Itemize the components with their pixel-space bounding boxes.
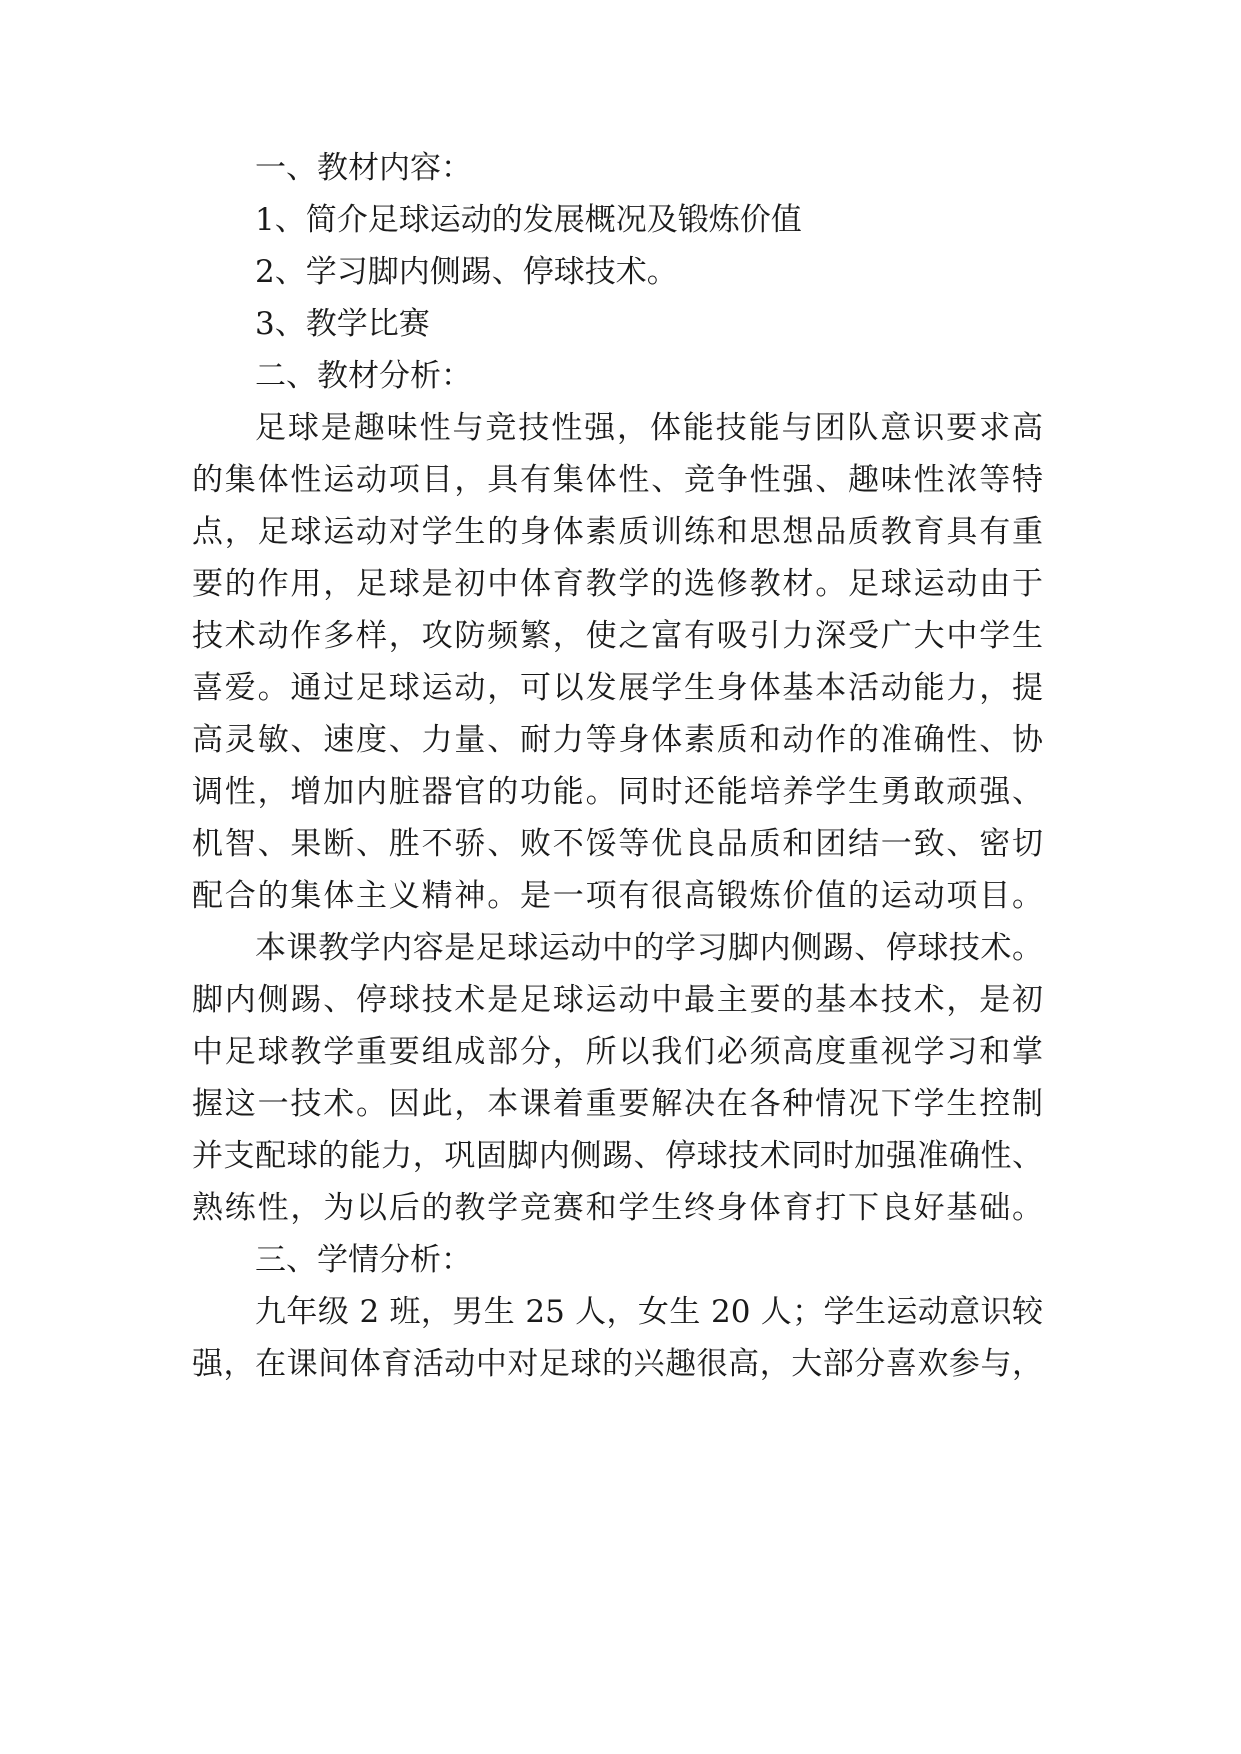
content-item-3: 3、教学比赛 (255, 306, 430, 342)
paragraph-1-text: 点，足球运动对学生的身体素质训练和思想品质教育具有重 (192, 514, 1043, 550)
paragraph-2-text: 本课教学内容是足球运动中的学习脚内侧踢、停球技术。 (255, 930, 1043, 966)
paragraph-1-text: 的集体性运动项目，具有集体性、竞争性强、趣味性浓等特 (192, 462, 1043, 498)
section-heading-3: 三、学情分析： (255, 1242, 472, 1278)
paragraph-1-text: 技术动作多样，攻防频繁，使之富有吸引力深受广大中学生 (192, 618, 1043, 654)
paragraph-2-line (192, 1134, 1043, 1178)
paragraph-2-line (192, 978, 1043, 1022)
paragraph-2-text: 并支配球的能力，巩固脚内侧踢、停球技术同时加强准确性、 (192, 1138, 1043, 1174)
paragraph-1-line (192, 458, 1043, 502)
paragraph-2-line (192, 1082, 1043, 1126)
paragraph-1-line (192, 718, 1043, 762)
paragraph-1-line (192, 822, 1043, 866)
paragraph-1-line (255, 406, 1043, 450)
paragraph-2-text: 熟练性，为以后的教学竞赛和学生终身体育打下良好基础。 (192, 1190, 1043, 1226)
content-item-1: 1、简介足球运动的发展概况及锻炼价值 (255, 202, 802, 238)
paragraph-1-text: 机智、果断、胜不骄、败不馁等优良品质和团结一致、密切 (192, 826, 1043, 862)
paragraph-1-line (192, 562, 1043, 606)
paragraph-3-text: 强，在课间体育活动中对足球的兴趣很高，大部分喜欢参与， (192, 1346, 1043, 1382)
paragraph-1-text: 配合的集体主义精神。是一项有很高锻炼价值的运动项目。 (192, 878, 1043, 914)
paragraph-2-text: 握这一技术。因此，本课着重要解决在各种情况下学生控制 (192, 1086, 1043, 1122)
paragraph-1-text: 高灵敏、速度、力量、耐力等身体素质和动作的准确性、协 (192, 722, 1043, 758)
section-heading-1: 一、教材内容： (255, 150, 472, 186)
paragraph-2-line (192, 1186, 1043, 1230)
paragraph-2-line (192, 1030, 1043, 1074)
paragraph-1-line (192, 510, 1043, 554)
paragraph-1-line (192, 614, 1043, 658)
content-item-2: 2、学习脚内侧踢、停球技术。 (255, 254, 678, 290)
paragraph-1-text: 喜爱。通过足球运动，可以发展学生身体基本活动能力，提 (192, 670, 1043, 706)
paragraph-1-line (192, 874, 1043, 918)
paragraph-3-line (192, 1342, 1043, 1386)
paragraph-2-text: 中足球教学重要组成部分，所以我们必须高度重视学习和掌 (192, 1034, 1043, 1070)
paragraph-3-line (255, 1290, 1043, 1334)
paragraph-3-text: 九年级 2 班，男生 25 人，女生 20 人；学生运动意识较 (255, 1294, 1043, 1330)
paragraph-2-line (255, 926, 1043, 970)
section-heading-2: 二、教材分析： (255, 358, 472, 394)
paragraph-1-line (192, 666, 1043, 710)
paragraph-2-text: 脚内侧踢、停球技术是足球运动中最主要的基本技术，是初 (192, 982, 1043, 1018)
paragraph-1-text: 调性，增加内脏器官的功能。同时还能培养学生勇敢顽强、 (192, 774, 1043, 810)
paragraph-1-line (192, 770, 1043, 814)
paragraph-1-text: 足球是趣味性与竞技性强，体能技能与团队意识要求高 (255, 410, 1043, 446)
paragraph-1-text: 要的作用，足球是初中体育教学的选修教材。足球运动由于 (192, 566, 1043, 602)
